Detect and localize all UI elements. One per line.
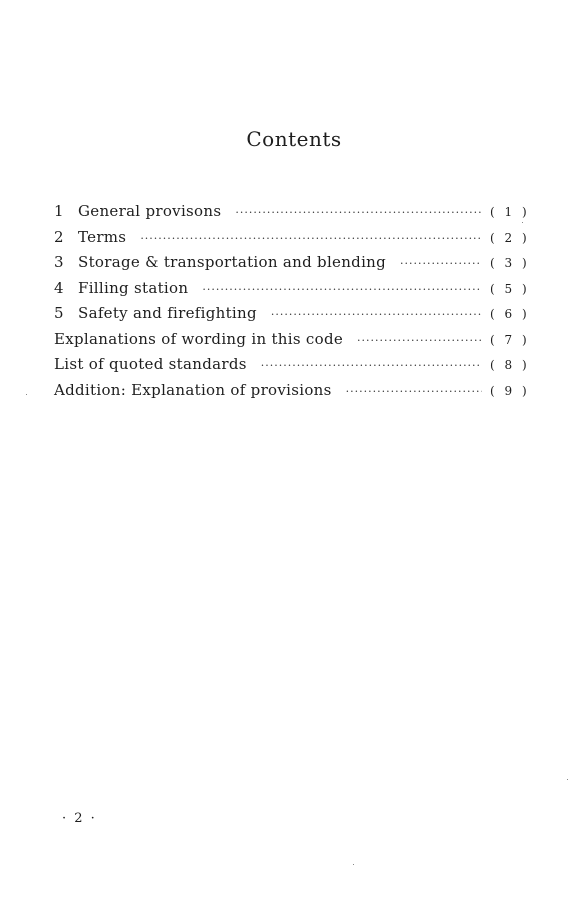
toc-entry-addition[interactable] <box>54 380 530 407</box>
toc-entry-safety[interactable] <box>54 304 530 330</box>
toc-entry-explanations-of-wording[interactable] <box>54 329 530 356</box>
toc-entry-label: Terms <box>78 227 127 246</box>
toc-entry-page: ( 3 ) <box>490 256 530 270</box>
toc-entry-label: Safety and firefighting <box>78 304 257 322</box>
toc-entry-label: Addition: Explanation of provisions <box>54 380 332 399</box>
toc-entry-page: ( 8 ) <box>490 358 530 372</box>
scan-speck <box>353 864 354 865</box>
toc-entry-number: 4 <box>54 278 64 297</box>
toc-entry-filling-station[interactable] <box>54 278 530 305</box>
page-title: Contents <box>246 127 342 151</box>
toc-entry-number: 1 <box>54 202 64 220</box>
toc-entry-storage[interactable] <box>54 253 530 279</box>
dot-leader <box>235 206 482 219</box>
scan-speck <box>567 779 568 780</box>
toc-entry-page: ( 7 ) <box>490 332 530 347</box>
toc-entry-label: Explanations of wording in this code <box>54 329 344 348</box>
toc-entry-page: ( 5 ) <box>490 281 530 296</box>
dot-leader <box>140 232 482 245</box>
scan-speck <box>26 394 27 395</box>
toc-entry-number: 2 <box>54 227 64 246</box>
scan-speck <box>522 222 523 223</box>
toc-entry-number: 3 <box>54 253 64 271</box>
toc-entry-page: ( 9 ) <box>490 383 530 398</box>
toc-entry-label: Filling station <box>78 278 189 297</box>
toc-entry-page: ( 1 ) <box>490 205 530 219</box>
dot-leader <box>400 257 482 270</box>
dot-leader <box>202 283 482 296</box>
dot-leader <box>357 334 482 347</box>
dot-leader <box>346 385 482 398</box>
toc-entry-number: 5 <box>54 304 64 322</box>
toc-entry-terms[interactable] <box>54 227 530 254</box>
toc-entry-quoted-standards[interactable] <box>54 355 530 381</box>
toc-entry-page: ( 2 ) <box>490 230 530 245</box>
page-number-footer: · 2 · <box>62 811 97 826</box>
toc-entry-general-provisions[interactable] <box>54 202 530 228</box>
toc-entry-label: General provisons <box>78 202 222 220</box>
table-of-contents <box>54 202 530 406</box>
toc-entry-label: List of quoted standards <box>54 355 247 373</box>
toc-entry-page: ( 6 ) <box>490 307 530 321</box>
toc-entry-label: Storage & transportation and blending <box>78 253 387 271</box>
dot-leader <box>261 359 482 372</box>
dot-leader <box>271 308 482 321</box>
